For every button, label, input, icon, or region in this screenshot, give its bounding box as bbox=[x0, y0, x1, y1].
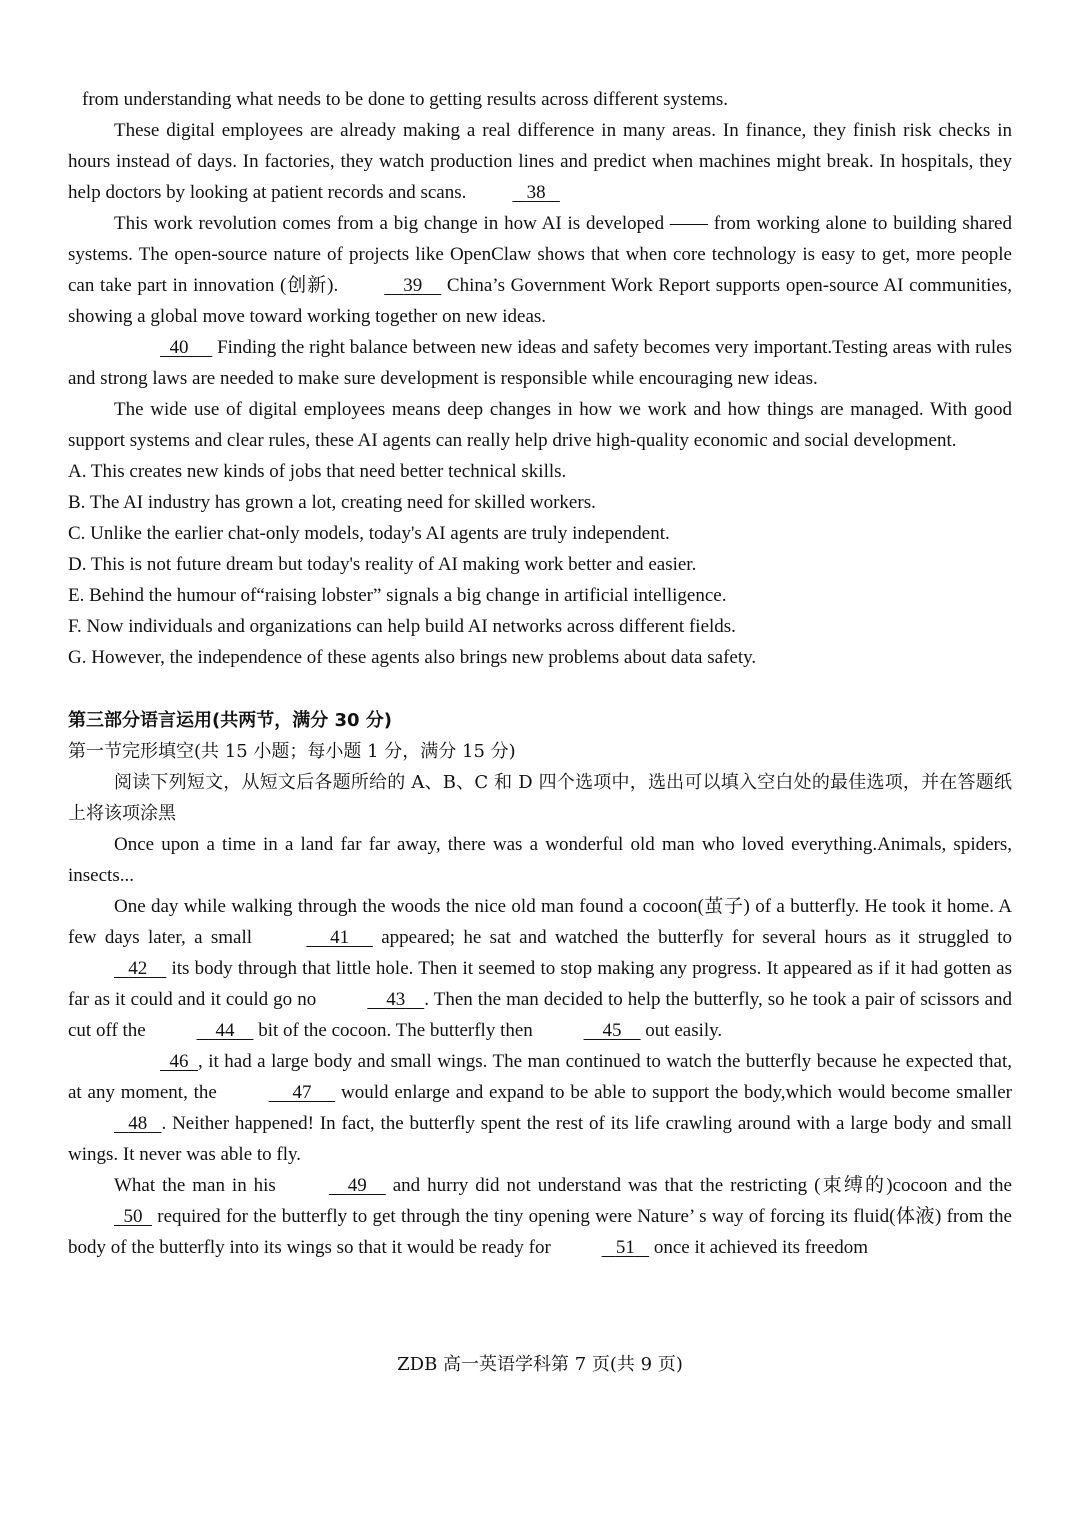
option-c: C. Unlike the earlier chat-only models, today's AI agents are truly independent. bbox=[68, 523, 670, 544]
blank-38: 38 bbox=[526, 182, 546, 203]
blank-39: 39 bbox=[403, 275, 423, 296]
passage-line-1: from understanding what needs to be done to getting results across different systems. bbox=[82, 89, 729, 110]
option-g: G. However, the independence of these agents also brings new problems about data safety. bbox=[68, 647, 757, 668]
option-b: B. The AI industry has grown a lot, creating need for skilled workers. bbox=[68, 492, 596, 513]
cloze-paragraph-4: What the man in his 49 and hurry did not understand was that the restricting (束缚的)cocoon and the 50 required for the butterfly to get through the tiny opening were Nature’ s way of forcing its fluid(体液) from the body of the butterfly into its wings so that it would be ready for 51 once it achieved its freedom bbox=[68, 1170, 1012, 1263]
cloze-paragraph-3: 46 , it had a large body and small wings. The man continued to watch the butterfly because he expected that, at any moment, the 47 would enlarge and expand to be able to support the body,which would become smaller 48 . Neither happened! In fact, the butterfly spent the rest of its life crawling around with a large body and small wings. It never was able to fly. bbox=[68, 1046, 1012, 1170]
blank-51: 51 bbox=[615, 1237, 635, 1258]
paragraph-text: These digital employees are already making a real difference in many areas. In finance, they finish risk checks in hours instead of days. In factories, they watch production lines and predict when machines might break. In hospitals, they help doctors by looking at patient records and scans. bbox=[68, 120, 1012, 203]
option-e: E. Behind the humour of“raising lobster” signals a big change in artificial intelligence. bbox=[68, 585, 727, 606]
blank-47: 47 bbox=[292, 1082, 312, 1103]
option-d: D. This is not future dream but today's reality of AI making work better and easier. bbox=[68, 554, 697, 575]
option-a: A. This creates new kinds of jobs that need better technical skills. bbox=[68, 461, 567, 482]
passage-paragraph-4 bbox=[68, 332, 1012, 394]
blank-41: 41 bbox=[330, 927, 350, 948]
section-3-title: 第三部分语言运用(共两节，满分 30 分) bbox=[68, 710, 393, 731]
blank-43: 43 bbox=[386, 989, 406, 1010]
blank-40: 40 bbox=[169, 337, 189, 358]
blank-50: 50 bbox=[123, 1206, 143, 1227]
cloze-paragraph-2: One day while walking through the woods the nice old man found a cocoon(茧子) of a butterfly. He took it home. A few days later, a small 41 appeared; he sat and watched the butterfly for several hours as it struggled to 42 its body through that little hole. Then it seemed to stop making any progress. It appeared as if it had gotten as far as it could and it could go no 43 . Then the man decided to help the butterfly, so he took a pair of scissors and cut off the 44 bit of the cocoon. The butterfly then 45 out easily. bbox=[68, 891, 1012, 1046]
blank-45: 45 bbox=[602, 1020, 622, 1041]
passage-paragraph-2 bbox=[68, 115, 1012, 208]
option-f: F. Now individuals and organizations can help build AI networks across different fields. bbox=[68, 616, 736, 637]
paragraph-text: Finding the right balance between new ideas and safety becomes very important.Testing areas with rules and strong laws are needed to make sure development is responsible while encouraging new ideas. bbox=[68, 337, 1012, 389]
blank-44: 44 bbox=[215, 1020, 235, 1041]
blank-42: 42 bbox=[128, 958, 148, 979]
passage-paragraph-5: The wide use of digital employees means deep changes in how we work and how things are managed. With good support systems and clear rules, these AI agents can really help drive high-quality economic and social development. bbox=[68, 399, 1012, 451]
page-footer: ZDB 高一英语学科第 7 页(共 9 页) bbox=[397, 1354, 683, 1375]
section-3-instruction: 阅读下列短文，从短文后各题所给的 A、B、C 和 D 四个选项中，选出可以填入空白处的最佳选项，并在答题纸上将该项涂黑 bbox=[68, 772, 1012, 824]
blank-49: 49 bbox=[347, 1175, 367, 1196]
cloze-paragraph-1: Once upon a time in a land far far away, there was a wonderful old man who loved everything.Animals, spiders, insects... bbox=[68, 834, 1012, 886]
paragraph-text: This work revolution comes from a big change in how AI is developed —— from working alone to building shared systems. The open-source nature of projects like OpenClaw shows that when core technology is easy to get, more people can take part in innovation (创新). bbox=[68, 213, 1012, 296]
passage-paragraph-3 bbox=[68, 208, 1012, 332]
section-3-subtitle: 第一节完形填空(共 15 小题；每小题 1 分，满分 15 分) bbox=[68, 741, 516, 762]
blank-48: 48 bbox=[128, 1113, 148, 1134]
blank-46: 46 bbox=[169, 1051, 189, 1072]
exam-page-content bbox=[68, 84, 1012, 1263]
paragraph-text: China’s Government Work Report supports open-source AI communities, showing a global move toward working together on new ideas. bbox=[68, 275, 1012, 327]
